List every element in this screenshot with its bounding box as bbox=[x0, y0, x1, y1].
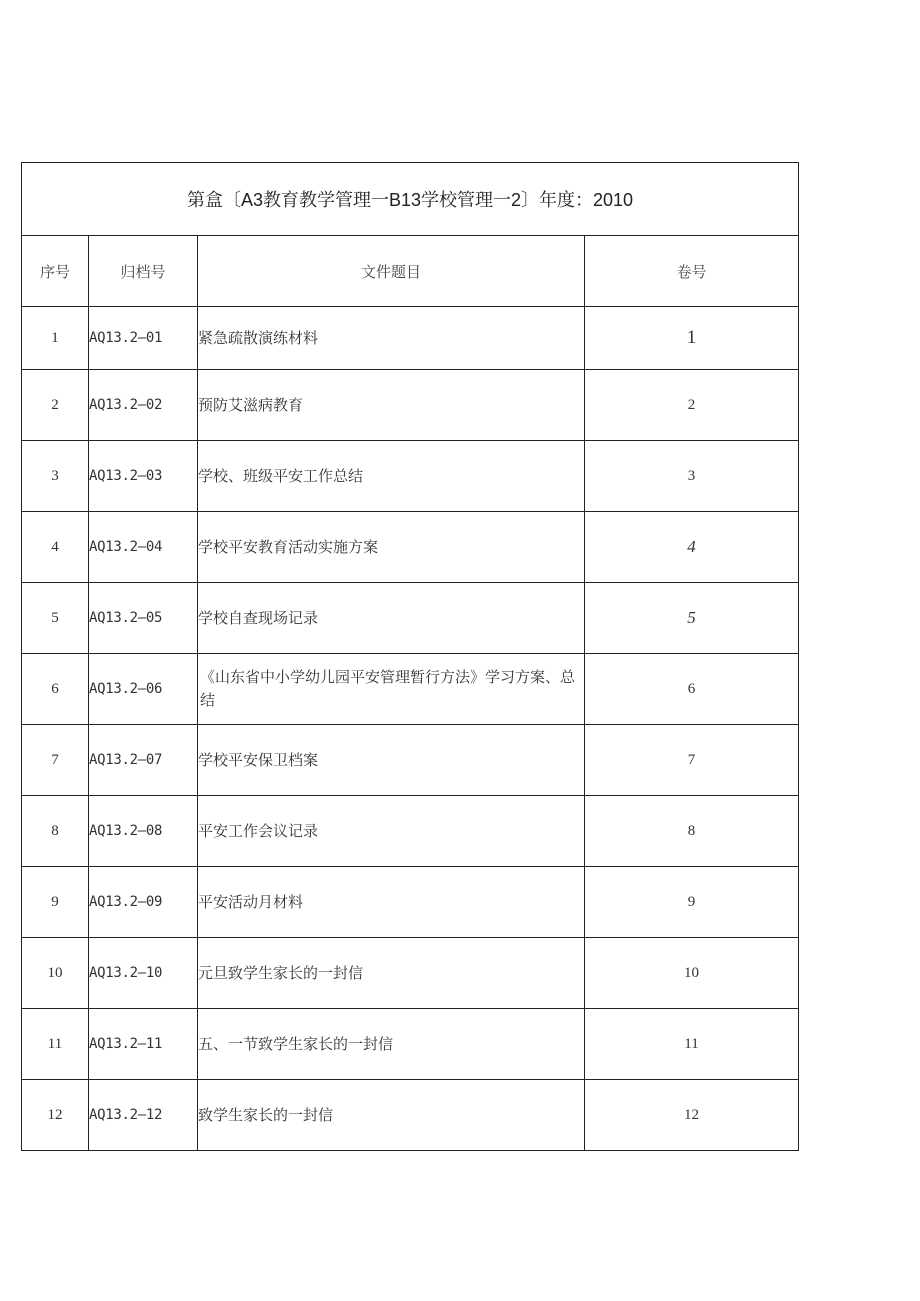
row-doc-title: 学校平安保卫档案 bbox=[198, 725, 585, 796]
row-archive-no: AQ13.2—02 bbox=[89, 370, 198, 441]
row-doc-title: 紧急疏散演练材料 bbox=[198, 307, 585, 370]
row-archive-no: AQ13.2—05 bbox=[89, 583, 198, 654]
row-archive-no: AQ13.2—06 bbox=[89, 654, 198, 725]
header-doc-title: 文件题目 bbox=[198, 236, 585, 307]
row-doc-title: 平安工作会议记录 bbox=[198, 796, 585, 867]
row-volume: 11 bbox=[585, 1009, 799, 1080]
row-seq: 1 bbox=[22, 307, 89, 370]
row-archive-no: AQ13.2—08 bbox=[89, 796, 198, 867]
row-seq: 8 bbox=[22, 796, 89, 867]
row-seq: 10 bbox=[22, 938, 89, 1009]
row-doc-title: 元旦致学生家长的一封信 bbox=[198, 938, 585, 1009]
row-seq: 11 bbox=[22, 1009, 89, 1080]
row-doc-title: 五、一节致学生家长的一封信 bbox=[198, 1009, 585, 1080]
row-archive-no: AQ13.2—07 bbox=[89, 725, 198, 796]
table-row bbox=[22, 370, 799, 441]
table-row bbox=[22, 867, 799, 938]
row-volume: 7 bbox=[585, 725, 799, 796]
table-row bbox=[22, 938, 799, 1009]
row-volume: 1 bbox=[585, 307, 799, 370]
row-volume: 5 bbox=[585, 583, 799, 654]
row-volume: 4 bbox=[585, 512, 799, 583]
row-seq: 6 bbox=[22, 654, 89, 725]
row-doc-title: 《山东省中小学幼儿园平安管理暂行方法》学习方案、总结 bbox=[198, 654, 585, 725]
table-row bbox=[22, 725, 799, 796]
row-archive-no: AQ13.2—01 bbox=[89, 307, 198, 370]
row-doc-title: 致学生家长的一封信 bbox=[198, 1080, 585, 1151]
table-row bbox=[22, 654, 799, 725]
header-seq: 序号 bbox=[22, 236, 89, 307]
table-row bbox=[22, 1009, 799, 1080]
row-archive-no: AQ13.2—03 bbox=[89, 441, 198, 512]
row-doc-title: 学校、班级平安工作总结 bbox=[198, 441, 585, 512]
table-row bbox=[22, 583, 799, 654]
row-doc-title: 预防艾滋病教育 bbox=[198, 370, 585, 441]
header-row bbox=[22, 236, 799, 307]
table-row bbox=[22, 441, 799, 512]
header-archive-no: 归档号 bbox=[89, 236, 198, 307]
row-archive-no: AQ13.2—12 bbox=[89, 1080, 198, 1151]
row-volume: 6 bbox=[585, 654, 799, 725]
row-seq: 7 bbox=[22, 725, 89, 796]
row-volume: 2 bbox=[585, 370, 799, 441]
row-archive-no: AQ13.2—04 bbox=[89, 512, 198, 583]
catalog-title: 第盒〔A3教育教学管理一B13学校管理一2〕年度：2010 bbox=[22, 163, 799, 236]
table-row bbox=[22, 307, 799, 370]
row-seq: 2 bbox=[22, 370, 89, 441]
row-volume: 9 bbox=[585, 867, 799, 938]
row-volume: 8 bbox=[585, 796, 799, 867]
row-volume: 3 bbox=[585, 441, 799, 512]
row-seq: 5 bbox=[22, 583, 89, 654]
row-doc-title: 学校自查现场记录 bbox=[198, 583, 585, 654]
header-volume: 卷号 bbox=[585, 236, 799, 307]
table-row bbox=[22, 1080, 799, 1151]
row-seq: 4 bbox=[22, 512, 89, 583]
row-archive-no: AQ13.2—11 bbox=[89, 1009, 198, 1080]
title-row bbox=[22, 163, 799, 236]
table-row bbox=[22, 796, 799, 867]
archive-catalog-table bbox=[21, 162, 799, 1151]
row-archive-no: AQ13.2—10 bbox=[89, 938, 198, 1009]
row-seq: 12 bbox=[22, 1080, 89, 1151]
row-volume: 10 bbox=[585, 938, 799, 1009]
row-archive-no: AQ13.2—09 bbox=[89, 867, 198, 938]
row-doc-title: 学校平安教育活动实施方案 bbox=[198, 512, 585, 583]
row-doc-title: 平安活动月材料 bbox=[198, 867, 585, 938]
row-volume: 12 bbox=[585, 1080, 799, 1151]
table-row bbox=[22, 512, 799, 583]
row-seq: 9 bbox=[22, 867, 89, 938]
row-seq: 3 bbox=[22, 441, 89, 512]
